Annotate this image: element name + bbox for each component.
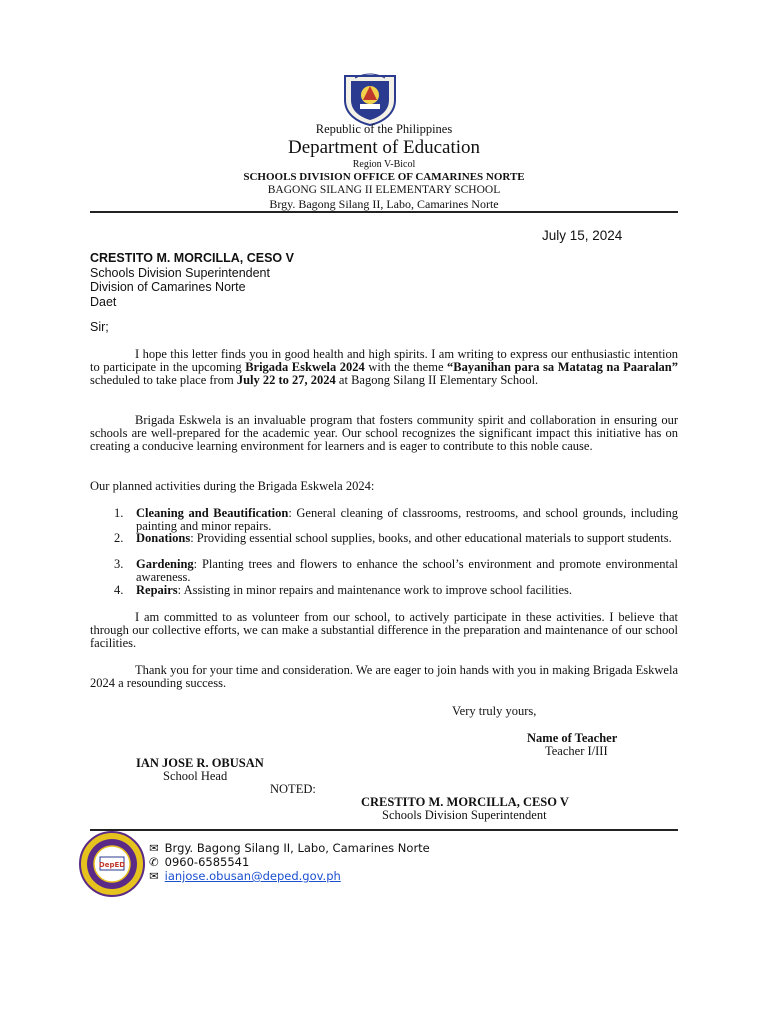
activity-desc: : Assisting in minor repairs and maintenance work to improve school facilities. [177, 583, 573, 597]
logo-center-text: DepED [98, 861, 126, 869]
school-head-title: School Head [163, 769, 228, 783]
footer-address-row [149, 841, 430, 855]
division-line: SCHOOLS DIVISION OFFICE OF CAMARINES NORTE [243, 171, 525, 183]
paragraph-2 [90, 414, 678, 453]
recipient-office: Division of Camarines Norte [90, 280, 246, 294]
sds-name: CRESTITO M. MORCILLA, CESO V [361, 795, 569, 809]
teacher-name: Name of Teacher [527, 731, 618, 745]
sds-title: Schools Division Superintendent [382, 808, 547, 822]
activity-title: Gardening [136, 557, 194, 571]
p1-text-c: with the theme [364, 360, 448, 374]
school-line: BAGONG SILANG II ELEMENTARY SCHOOL [267, 184, 501, 196]
activity-item-1 [114, 506, 679, 533]
p1-event-name: Brigada Eskwela 2024 [245, 360, 365, 374]
paragraph-1 [90, 348, 678, 387]
school-head-name: IAN JOSE R. OBUSAN [136, 756, 264, 770]
activity-desc: : Providing essential school supplies, books, and other educational materials to support students. [190, 531, 672, 545]
p1-text-a: I hope this letter finds you in good health and high spirits. I am writing to express our enthusiastic intention to participate in the upcoming [90, 347, 678, 374]
activity-number: 3. [114, 557, 124, 571]
p2-text: Brigada Eskwela is an invaluable program that fosters community spirit and collaboration in ensuring our schools are well-prepared for the academic year. Our school recognizes the significant impact this initiative has on creating a conducive learning environment for learners and is eager to contribute to this noble cause. [90, 413, 678, 453]
school-logo [78, 830, 146, 898]
email-icon: ✉ [149, 869, 159, 883]
footer-phone-row [149, 855, 249, 869]
p1-text-g: at Bagong Silang II Elementary School. [335, 373, 539, 387]
activity-number: 2. [114, 531, 124, 545]
recipient-city: Daet [90, 294, 117, 309]
footer-address: Brgy. Bagong Silang II, Labo, Camarines Norte [164, 841, 430, 855]
activities-intro: Our planned activities during the Brigada Eskwela 2024: [90, 479, 375, 493]
recipient-title: Schools Division Superintendent [90, 265, 270, 280]
teacher-title: Teacher I/III [545, 744, 608, 758]
recipient-name: CRESTITO M. MORCILLA, CESO V [90, 251, 294, 265]
region-line: Region V-Bicol [352, 159, 416, 170]
activity-title: Donations [136, 531, 191, 545]
activity-desc: : General cleaning of classrooms, restrooms, and school grounds, including painting and minor repairs. [136, 506, 679, 533]
mail-icon: ✉ [149, 841, 159, 855]
footer-phone: 0960-6585541 [164, 855, 250, 869]
activity-item-2 [114, 531, 678, 545]
activity-item-4 [114, 583, 678, 597]
recipient-block [90, 251, 294, 309]
activity-title: Repairs [136, 583, 178, 597]
phone-icon: ✆ [149, 855, 159, 869]
p1-text-e: scheduled to take place from [90, 373, 237, 387]
paragraph-3 [90, 611, 678, 650]
activity-item-3 [114, 557, 678, 584]
address-line: Brgy. Bagong Silang II, Labo, Camarines Norte [269, 197, 499, 211]
department-title: Department of Education [287, 137, 481, 158]
activity-title: Cleaning and Beautification [136, 506, 289, 520]
header-divider [90, 211, 678, 213]
noted-label: NOTED: [270, 782, 316, 796]
p1-dates: July 22 to 27, 2024 [236, 373, 336, 387]
p3-text: I am committed to as volunteer from our school, to actively participate in these activities. I believe that through our collective efforts, we can make a substantial difference in the preparation and maintenance of our school facilities. [90, 610, 678, 650]
letter-date: July 15, 2024 [542, 228, 623, 243]
activity-number: 4. [114, 583, 124, 597]
valediction: Very truly yours, [452, 704, 537, 718]
paragraph-4 [90, 664, 678, 690]
deped-seal [339, 70, 401, 126]
footer-divider [90, 829, 678, 831]
footer-email-link[interactable]: ianjose.obusan@deped.gov.ph [164, 869, 341, 883]
activity-desc: : Planting trees and flowers to enhance the school’s environment and promote environmental awareness. [136, 557, 678, 584]
republic-line: Republic of the Philippines [315, 122, 453, 136]
activity-number: 1. [114, 506, 124, 520]
salutation: Sir; [90, 320, 109, 334]
footer-email-row [149, 869, 341, 883]
p1-theme: “Bayanihan para sa Matatag na Paaralan” [447, 360, 678, 374]
p4-text: Thank you for your time and consideration. We are eager to join hands with you in making Brigada Eskwela 2024 a resounding success. [90, 663, 678, 690]
